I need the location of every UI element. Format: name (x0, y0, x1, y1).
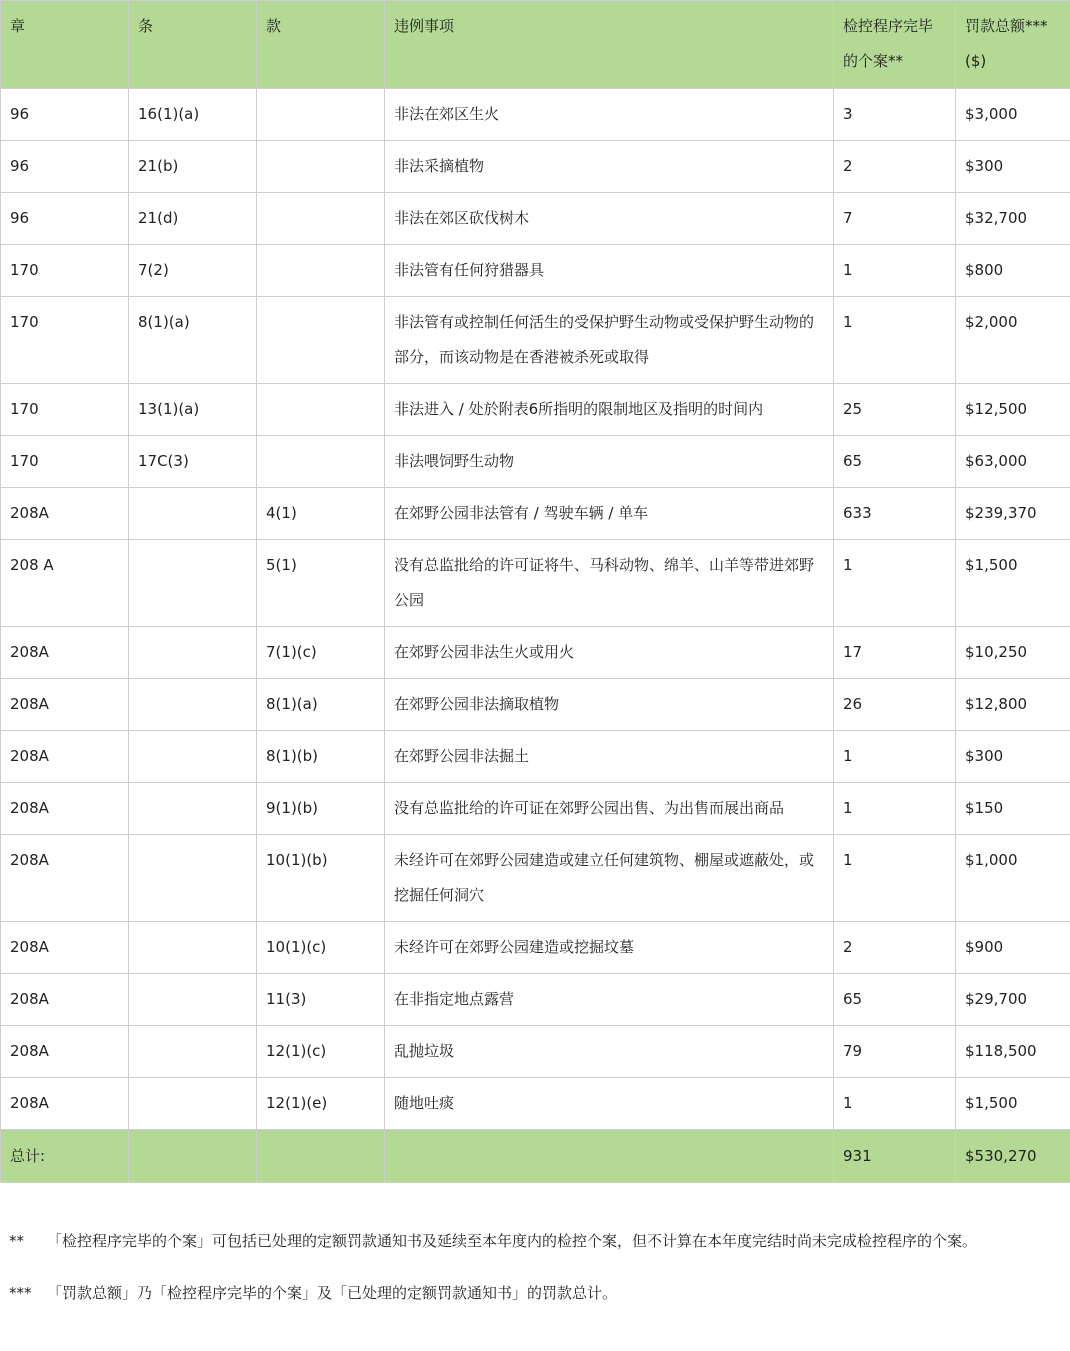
cell-section (129, 922, 257, 974)
cell-section (129, 783, 257, 835)
cell-chapter: 170 (1, 384, 129, 436)
cell-fine: $300 (956, 731, 1070, 783)
cell-section (129, 974, 257, 1026)
cell-offence: 在郊野公园非法管有 / 驾驶车辆 / 单车 (385, 488, 834, 540)
header-fine: 罚款总额***($) (956, 1, 1070, 89)
cell-offence: 在非指定地点露营 (385, 974, 834, 1026)
table-row (1, 835, 1070, 922)
cell-cases: 17 (834, 627, 956, 679)
cell-clause: 12(1)(e) (257, 1078, 385, 1130)
cell-fine: $800 (956, 245, 1070, 297)
cell-chapter: 208A (1, 731, 129, 783)
cell-fine: $63,000 (956, 436, 1070, 488)
table-row (1, 89, 1070, 141)
cell-section (129, 679, 257, 731)
table-row (1, 1026, 1070, 1078)
table-row (1, 193, 1070, 245)
header-section: 条 (129, 1, 257, 89)
header-chapter: 章 (1, 1, 129, 89)
cell-section (129, 731, 257, 783)
cell-clause (257, 384, 385, 436)
cell-section (129, 488, 257, 540)
cell-cases: 1 (834, 245, 956, 297)
cell-clause: 12(1)(c) (257, 1026, 385, 1078)
footnotes (0, 1231, 1070, 1303)
header-cases: 检控程序完毕的个案** (834, 1, 956, 89)
table-row (1, 1078, 1070, 1130)
cell-chapter: 170 (1, 297, 129, 384)
cell-offence: 非法管有或控制任何活生的受保护野生动物或受保护野生动物的部分，而该动物是在香港被杀死或取得 (385, 297, 834, 384)
cell-cases: 65 (834, 436, 956, 488)
cell-section: 8(1)(a) (129, 297, 257, 384)
cell-fine: $1,500 (956, 540, 1070, 627)
cell-clause: 8(1)(b) (257, 731, 385, 783)
cell-cases: 633 (834, 488, 956, 540)
cell-offence: 未经许可在郊野公园建造或挖掘坟墓 (385, 922, 834, 974)
footnote (9, 1283, 1061, 1303)
cell-section (129, 835, 257, 922)
cell-section: 21(d) (129, 193, 257, 245)
table-row (1, 384, 1070, 436)
table-row (1, 627, 1070, 679)
cell-offence: 没有总监批给的许可证将牛、马科动物、绵羊、山羊等带进郊野公园 (385, 540, 834, 627)
cell-fine: $10,250 (956, 627, 1070, 679)
cell-cases: 2 (834, 141, 956, 193)
cell-offence: 非法在郊区砍伐树木 (385, 193, 834, 245)
cell-fine: $900 (956, 922, 1070, 974)
cell-cases: 1 (834, 783, 956, 835)
cell-offence: 非法喂饲野生动物 (385, 436, 834, 488)
cell-chapter: 96 (1, 193, 129, 245)
cell-chapter: 208A (1, 783, 129, 835)
cell-clause (257, 193, 385, 245)
cell-cases: 1 (834, 1078, 956, 1130)
cell-chapter: 208A (1, 627, 129, 679)
cell-chapter: 208A (1, 488, 129, 540)
table-row (1, 488, 1070, 540)
total-empty-section (129, 1130, 257, 1183)
total-cases: 931 (834, 1130, 956, 1183)
cell-fine: $1,000 (956, 835, 1070, 922)
cell-cases: 2 (834, 922, 956, 974)
cell-clause (257, 245, 385, 297)
cell-offence: 随地吐痰 (385, 1078, 834, 1130)
cell-cases: 79 (834, 1026, 956, 1078)
footnote-mark: ** (9, 1232, 24, 1250)
table-row (1, 245, 1070, 297)
header-row (1, 1, 1070, 89)
cell-clause (257, 141, 385, 193)
header-clause: 款 (257, 1, 385, 89)
total-empty-offence (385, 1130, 834, 1183)
cell-section (129, 540, 257, 627)
cell-cases: 26 (834, 679, 956, 731)
table-row (1, 974, 1070, 1026)
cell-chapter: 96 (1, 89, 129, 141)
cell-chapter: 96 (1, 141, 129, 193)
cell-section: 21(b) (129, 141, 257, 193)
cell-cases: 3 (834, 89, 956, 141)
cell-offence: 在郊野公园非法摘取植物 (385, 679, 834, 731)
cell-clause: 10(1)(c) (257, 922, 385, 974)
cell-clause (257, 436, 385, 488)
table-row (1, 679, 1070, 731)
cell-clause: 4(1) (257, 488, 385, 540)
footnote-mark: *** (9, 1284, 32, 1302)
cell-offence: 非法采摘植物 (385, 141, 834, 193)
table-row (1, 922, 1070, 974)
table-row (1, 436, 1070, 488)
cell-clause: 9(1)(b) (257, 783, 385, 835)
cell-section: 17C(3) (129, 436, 257, 488)
cell-cases: 1 (834, 731, 956, 783)
footnote-text: 「检控程序完毕的个案」可包括已处理的定额罚款通知书及延续至本年度内的检控个案，但不计算在本年度完结时尚未完成检控程序的个案。 (47, 1232, 978, 1250)
cell-cases: 1 (834, 540, 956, 627)
cell-cases: 1 (834, 835, 956, 922)
cell-cases: 25 (834, 384, 956, 436)
cell-clause: 7(1)(c) (257, 627, 385, 679)
cell-section: 13(1)(a) (129, 384, 257, 436)
cell-fine: $118,500 (956, 1026, 1070, 1078)
cell-offence: 乱抛垃圾 (385, 1026, 834, 1078)
table-row (1, 783, 1070, 835)
cell-cases: 7 (834, 193, 956, 245)
cell-chapter: 170 (1, 436, 129, 488)
cell-fine: $300 (956, 141, 1070, 193)
cell-section (129, 1078, 257, 1130)
cell-fine: $239,370 (956, 488, 1070, 540)
cell-chapter: 208A (1, 835, 129, 922)
footnote-text: 「罚款总额」乃「检控程序完毕的个案」及「已处理的定额罚款通知书」的罚款总计。 (47, 1284, 618, 1302)
total-empty-clause (257, 1130, 385, 1183)
cell-clause (257, 89, 385, 141)
total-label: 总计: (1, 1130, 129, 1183)
cell-chapter: 208A (1, 679, 129, 731)
cell-fine: $150 (956, 783, 1070, 835)
cell-offence: 在郊野公园非法掘土 (385, 731, 834, 783)
cell-offence: 没有总监批给的许可证在郊野公园出售、为出售而展出商品 (385, 783, 834, 835)
table-row (1, 731, 1070, 783)
table-row (1, 540, 1070, 627)
cell-fine: $12,500 (956, 384, 1070, 436)
table-row (1, 297, 1070, 384)
cell-fine: $2,000 (956, 297, 1070, 384)
cell-chapter: 208A (1, 1026, 129, 1078)
cell-section (129, 1026, 257, 1078)
cell-cases: 1 (834, 297, 956, 384)
cell-chapter: 208A (1, 974, 129, 1026)
cell-fine: $1,500 (956, 1078, 1070, 1130)
cell-offence: 非法管有任何狩猎器具 (385, 245, 834, 297)
cell-clause: 11(3) (257, 974, 385, 1026)
cell-offence: 非法进入 / 处於附表6所指明的限制地区及指明的时间内 (385, 384, 834, 436)
cell-chapter: 208A (1, 922, 129, 974)
cell-fine: $3,000 (956, 89, 1070, 141)
cell-offence: 非法在郊区生火 (385, 89, 834, 141)
cell-clause (257, 297, 385, 384)
cell-offence: 在郊野公园非法生火或用火 (385, 627, 834, 679)
cell-clause: 8(1)(a) (257, 679, 385, 731)
cell-fine: $29,700 (956, 974, 1070, 1026)
cell-cases: 65 (834, 974, 956, 1026)
cell-chapter: 170 (1, 245, 129, 297)
cell-fine: $12,800 (956, 679, 1070, 731)
header-offence: 违例事项 (385, 1, 834, 89)
total-row (1, 1130, 1070, 1183)
cell-fine: $32,700 (956, 193, 1070, 245)
table-row (1, 141, 1070, 193)
total-fine: $530,270 (956, 1130, 1070, 1183)
cell-clause: 10(1)(b) (257, 835, 385, 922)
cell-section: 16(1)(a) (129, 89, 257, 141)
cell-section (129, 627, 257, 679)
cell-section: 7(2) (129, 245, 257, 297)
cell-offence: 未经许可在郊野公园建造或建立任何建筑物、棚屋或遮蔽处，或挖掘任何洞穴 (385, 835, 834, 922)
cell-clause: 5(1) (257, 540, 385, 627)
cell-chapter: 208 A (1, 540, 129, 627)
footnote (9, 1231, 1061, 1251)
cell-chapter: 208A (1, 1078, 129, 1130)
